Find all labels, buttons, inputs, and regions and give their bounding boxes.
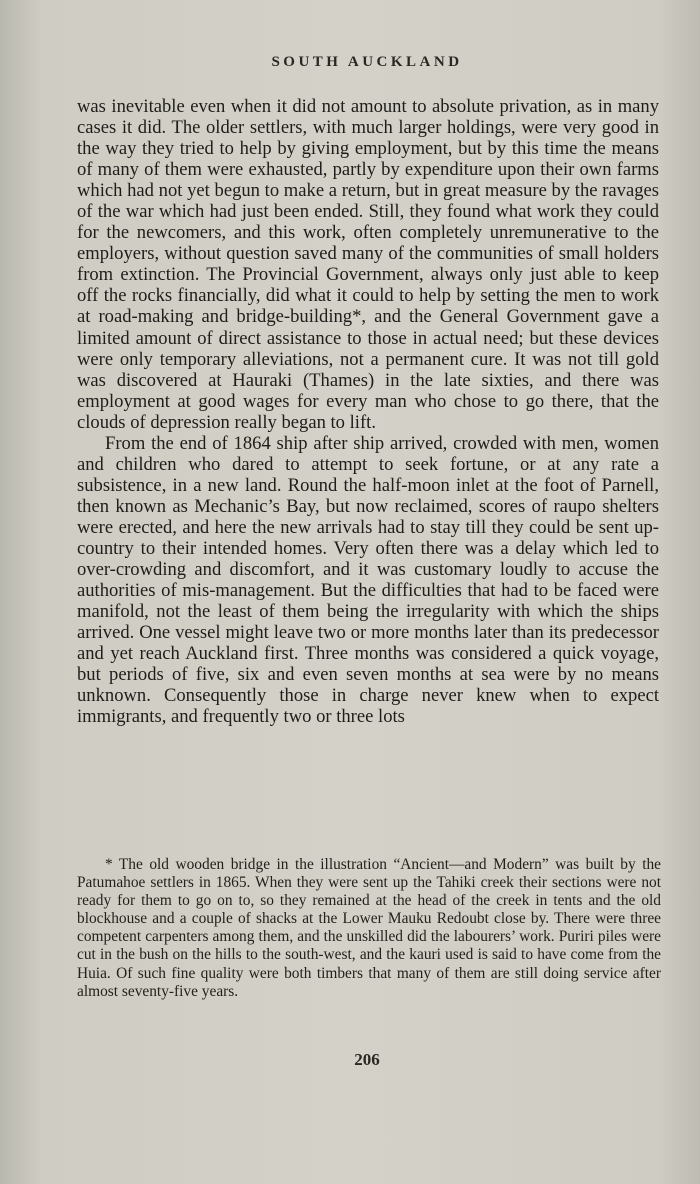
page-number: 206 xyxy=(354,1050,380,1069)
body-text xyxy=(77,96,659,727)
paragraph-continued: was inevitable even when it did not amount to absolute privation, as in many cases it did. The older settlers, with much larger holdings, were very good in the way they tried to help by giving employment, but by this time the means of many of them were exhausted, partly by expenditure upon their own farms which had not yet begun to make a return, but in great measure by the ravages of the war which had just been ended. Still, they found what work they could for the newcomers, and this work, often completely unremunerative to the employers, without question saved many of the communities of small holders from extinction. The Provincial Government, always only just able to keep off the rocks financially, did what it could to help by setting the men to work at road-making and bridge-building*, and the General Government gave a limited amount of direct assistance to those in actual need; but these devices were only temporary alleviations, not a permanent cure. It was not till gold was discovered at Hauraki (Thames) in the late sixties, and there was employment at good wages for every man who chose to go there, that the clouds of depression really began to lift. xyxy=(77,96,659,433)
footnote: * The old wooden bridge in the illustration “Ancient—and Modern” was built by the Patumahoe settlers in 1865. When they were sent up the Tahiki creek their sections were not ready for them to go on to, so they remained at the head of the creek in tents and the old blockhouse and a couple of shacks at the Lower Mauku Redoubt close by. There were three competent carpenters among them, and the unskilled did the labourers’ work. Puriri piles were cut in the bush on the hills to the south-west, and the kauri used is said to have come from the Huia. Of such fine quality were both timbers that many of them are still doing service after almost seventy-five years. xyxy=(77,856,661,1000)
running-head: SOUTH AUCKLAND xyxy=(271,54,463,70)
paragraph-1864-ships: From the end of 1864 ship after ship arrived, crowded with men, women and children who dared to attempt to seek fortune, or at any rate a subsistence, in a new land. Round the half-moon inlet at the foot of Parnell, then known as Mechanic’s Bay, but now reclaimed, scores of raupo shelters were erected, and here the new arrivals had to stay till they could be sent up-country to their intended homes. Very often there was a delay which led to over-crowding and discomfort, and it was customary loudly to accuse the authorities of mis-management. But the difficulties that had to be faced were manifold, not the least of them being the irregularity with which the ships arrived. One vessel might leave two or more months later than its predecessor and yet reach Auckland first. Three months was considered a quick voyage, but periods of five, six and even seven months at sea were by no means unknown. Consequently those in charge never knew when to expect immigrants, and frequently two or three lots xyxy=(77,432,659,728)
